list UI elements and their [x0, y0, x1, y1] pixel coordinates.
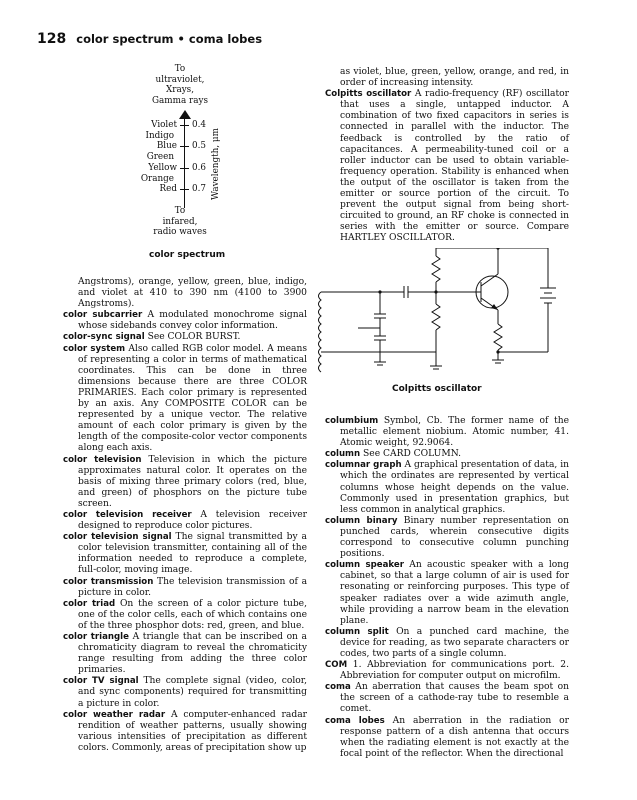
dictionary-entry	[63, 676, 307, 709]
dictionary-entry	[63, 455, 307, 510]
entry-definition: Symbol, Cb. The former name of the metallic element niobium. Atomic number, 41. Atomic weight, 92.9064.	[340, 416, 569, 449]
dictionary-entry	[325, 460, 569, 515]
dictionary-entry	[325, 660, 569, 682]
dictionary-entry	[325, 416, 569, 449]
color-label: Indigo	[145, 131, 174, 141]
entry-definition: 1. Abbreviation for communications port. 2. Abbreviation for computer output on microfilm.	[340, 660, 569, 682]
color-label: Yellow	[148, 163, 177, 173]
dictionary-entry	[63, 310, 307, 332]
dictionary-entry	[63, 710, 307, 754]
entry-definition: See CARD COLUMN.	[363, 449, 462, 460]
entry-definition: A television receiver designed to reproduce color pictures.	[78, 509, 307, 532]
running-title: color spectrum • coma lobes	[76, 32, 263, 46]
spectrum-bottom-label: To	[174, 206, 186, 216]
tick-label: 0.5	[192, 141, 206, 151]
entry-definition: The television transmission of a picture in color.	[78, 576, 308, 598]
emitter-resistor	[494, 324, 502, 350]
inductor-coil	[319, 292, 322, 372]
entry-definition: An aberration in the radiation or response pattern of a dish antenna that occurs when the radiating element is not exactly at the focal point of the reflector. When the directional	[340, 715, 569, 759]
dictionary-entry	[63, 577, 307, 599]
entry-definition: A radio-frequency (RF) oscillator that uses a single, untapped inductor. A combination of two fixed capacitors in series is connected in parallel with the inductor. The feedback is controlled by the ratio of capacitances. A permeability-tuned coil or a roller inductor can be used to obtain variable-frequency operation. Stability is enhanced when the output of the oscillator is taken from the emitter or source portion of the circuit. To prevent the output signal from being short-circuited to ground, an RF choke is connected in series with the emitter or source. Compare HARTLEY OSCILLATOR.	[340, 89, 569, 244]
dictionary-entry	[63, 344, 307, 455]
entry-definition: Also called RGB color model. A means of representing a color in terms of mathematical coordinates. This can be done in three dimensions because there are three COLOR PRIMARIES. Each color primary is represented by an axis. Any COMPOSITE COLOR can be represented by a unique vector. The relative amount of each color primary is given by the length of the composite-color vector components along each axis.	[78, 343, 308, 454]
entry-term: columnar graph	[325, 460, 402, 471]
continued-text	[325, 67, 569, 89]
spectrum-top-label: Xrays,	[166, 85, 194, 96]
entry-term: column	[325, 449, 361, 460]
axis-tick	[180, 125, 189, 126]
figure-caption: color spectrum	[149, 250, 226, 260]
bias-resistor-top	[432, 256, 440, 282]
right-column-top	[325, 67, 569, 245]
color-spectrum-figure	[120, 64, 300, 244]
entry-term: color weather radar	[63, 709, 166, 720]
entry-definition: as violet, blue, green, yellow, orange, and red, in order of increasing intensity.	[340, 67, 569, 89]
entry-term: color television receiver	[63, 509, 192, 520]
spectrum-axis	[184, 116, 185, 208]
entry-definition: On the screen of a color picture tube, one of the color cells, each of which contains one of the three phosphor dots: red, green, and blue.	[78, 598, 307, 631]
axis-tick	[180, 168, 189, 169]
spectrum-top-label: Gamma rays	[152, 95, 208, 106]
entry-definition: A graphical presentation of data, in which the ordinates are represented by vertical columns whose height depends on the value. Commonly used in presentation graphics, but less common in analytical graphics.	[340, 460, 569, 515]
entry-term: coma lobes	[325, 715, 385, 726]
entry-term: COM	[325, 660, 348, 671]
entry-term: color TV signal	[63, 676, 139, 687]
tick-label: 0.4	[192, 120, 206, 130]
entry-definition: See COLOR BURST.	[147, 332, 241, 343]
dictionary-entry	[63, 510, 307, 532]
left-column	[63, 277, 307, 754]
entry-term: columbium	[325, 416, 379, 426]
axis-title: Wavelength, μm	[211, 128, 221, 200]
entry-term: column binary	[325, 515, 398, 526]
entry-definition: A triangle that can be inscribed on a chromaticity diagram to reveal the chromaticity range resulting from adding the three color primaries.	[78, 632, 307, 676]
axis-tick	[180, 146, 189, 147]
entry-term: column speaker	[325, 560, 404, 571]
axis-tick	[180, 189, 189, 190]
entry-definition: Television in which the picture approximates natural color. It operates on the basis of mixing three primary colors (red, blue, and green) of phosphors on the picture tube screen.	[78, 454, 307, 509]
spectrum-bottom-label: infared,	[162, 216, 198, 227]
color-label: Green	[146, 152, 174, 162]
bias-resistor-bottom	[432, 304, 440, 330]
entry-term: color transmission	[63, 576, 154, 587]
entry-term: Colpitts oscillator	[325, 89, 412, 100]
entry-term: color television	[63, 454, 142, 465]
colpitts-oscillator-schematic	[318, 248, 570, 373]
color-label: Red	[159, 184, 177, 194]
dictionary-entry	[63, 532, 307, 576]
dictionary-entry	[325, 627, 569, 660]
tick-label: 0.7	[192, 184, 206, 194]
color-label: Orange	[140, 174, 174, 184]
entry-term: color triad	[63, 598, 116, 609]
entry-definition: A modulated monochrome signal whose sidebands convey color information.	[78, 310, 307, 332]
dictionary-entry	[63, 599, 307, 632]
dictionary-entry	[325, 560, 569, 627]
entry-definition: An acoustic speaker with a long cabinet, so that a large column of air is used for resonating or reinforcing purposes. This type of speaker radiates over a wide azimuth angle, while providing a narrow beam in the elevation plane.	[340, 560, 569, 626]
color-label: Violet	[151, 120, 177, 130]
entry-definition: The complete signal (video, color, and sync components) required for transmitting a picture in color.	[78, 676, 307, 709]
running-header	[37, 31, 262, 47]
entry-term: column split	[325, 626, 389, 637]
continued-text	[63, 277, 307, 310]
page-number: 128	[37, 31, 67, 47]
spectrum-bottom-label: radio waves	[153, 227, 207, 238]
entry-term: color system	[63, 343, 126, 354]
entry-term: color-sync signal	[63, 332, 145, 343]
spectrum-top-label: ultraviolet,	[155, 74, 205, 85]
dictionary-entry	[325, 89, 569, 244]
spectrum-top-label: To	[174, 64, 186, 74]
arrow-up-icon	[179, 110, 191, 119]
dictionary-entry	[325, 682, 569, 715]
right-column-bottom	[325, 416, 569, 760]
figure-caption: Colpitts oscillator	[392, 384, 482, 394]
dictionary-entry	[325, 449, 569, 460]
entry-definition: The signal transmitted by a color television transmitter, containing all of the information needed to reproduce a complete, full-color, moving image.	[78, 532, 307, 576]
entry-term: color triangle	[63, 632, 129, 642]
entry-term: color television signal	[63, 532, 172, 543]
entry-definition: Angstroms), orange, yellow, green, blue, indigo, and violet at 410 to 390 nm (4100 to 3900 Angstroms).	[78, 277, 307, 310]
dictionary-entry	[63, 632, 307, 676]
entry-definition: A computer-enhanced radar rendition of weather patterns, usually showing various intensities of precipitation as different colors. Commonly, areas of precipitation show up	[78, 709, 307, 753]
entry-definition: On a punched card machine, the device for reading, as two separate characters or codes, two parts of a single column.	[340, 626, 569, 659]
dictionary-entry	[325, 716, 569, 760]
dictionary-entry	[63, 332, 307, 343]
entry-term: color subcarrier	[63, 310, 143, 321]
color-label: Blue	[156, 141, 177, 151]
tick-label: 0.6	[192, 163, 206, 173]
entry-definition: An aberration that causes the beam spot on the screen of a cathode-ray tube to resemble a comet.	[340, 682, 569, 715]
entry-definition: Binary number representation on punched cards, wherein consecutive digits correspond to consecutive column punching positions.	[340, 515, 569, 560]
entry-term: coma	[325, 682, 351, 693]
dictionary-entry	[325, 516, 569, 560]
